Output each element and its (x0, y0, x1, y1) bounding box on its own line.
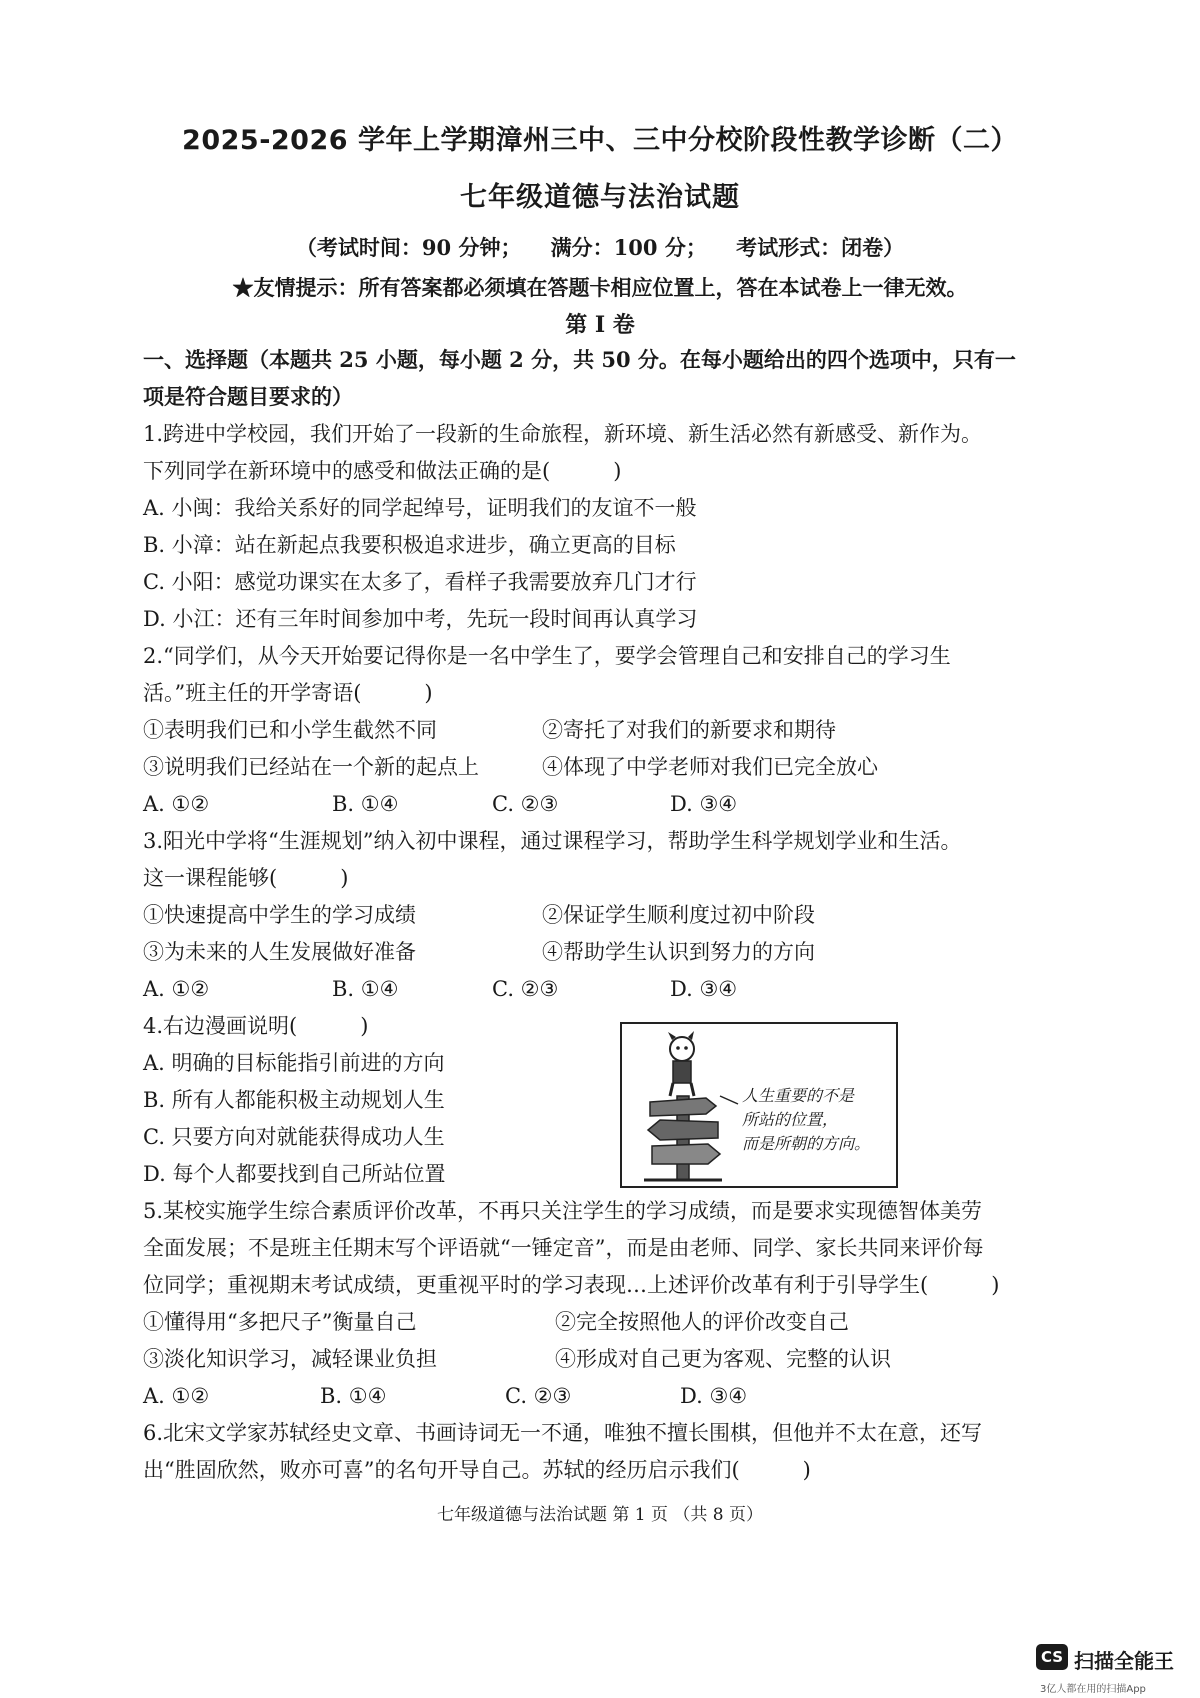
exam-subtitle: 七年级道德与法治试题 (460, 182, 740, 213)
q1-stem-line1: 1.跨进中学校园，我们开始了一段新的生命旅程，新环境、新生活必然有新感受、新作为。 (143, 422, 983, 446)
q4-option-d: D. 每个人都要找到自己所站位置 (143, 1162, 446, 1186)
q2-stem-line2: 活。”班主任的开学寄语( ) (143, 681, 433, 705)
q2-statement-4: ④体现了中学老师对我们已完全放心 (542, 755, 878, 779)
q1-option-c: C. 小阳：感觉功课实在太多了，看样子我需要放弃几门才行 (143, 570, 697, 594)
q3-statement-3: ③为未来的人生发展做好准备 (143, 940, 416, 964)
q1-option-b: B. 小漳：站在新起点我要积极追求进步，确立更高的目标 (143, 533, 676, 557)
q1-stem-line2: 下列同学在新环境中的感受和做法正确的是( ) (143, 459, 622, 483)
q3-option-d: D. ③④ (670, 977, 738, 1001)
q2-option-c: C. ②③ (492, 792, 559, 816)
q5-option-c: C. ②③ (505, 1384, 572, 1408)
q2-option-b: B. ①④ (332, 792, 399, 816)
q4-option-b: B. 所有人都能积极主动规划人生 (143, 1088, 445, 1112)
q2-statement-1: ①表明我们已和小学生截然不同 (143, 718, 437, 742)
section-heading-line1: 一、选择题（本题共 25 小题，每小题 2 分，共 50 分。在每小题给出的四个选项中，只有一 (143, 347, 1016, 372)
page-footer: 七年级道德与法治试题 第 1 页 （共 8 页） (436, 1505, 764, 1525)
camscanner-watermark-name: 扫描全能王 (1074, 1649, 1174, 1673)
q3-stem-line2: 这一课程能够( ) (143, 866, 349, 890)
exam-info: （考试时间：90 分钟； 满分：100 分； 考试形式：闭卷） (295, 235, 905, 260)
q5-stem-line2: 全面发展；不是班主任期末写个评语就“一锤定音”，而是由老师、同学、家长共同来评价每 (143, 1236, 984, 1260)
q4-option-c: C. 只要方向对就能获得成功人生 (143, 1125, 445, 1149)
q5-statement-3: ③淡化知识学习，减轻课业负担 (143, 1347, 437, 1371)
q2-statement-2: ②寄托了对我们的新要求和期待 (542, 718, 836, 742)
q6-stem-line1: 6.北宋文学家苏轼经史文章、书画诗词无一不通，唯独不擅长围棋，但他并不太在意，还写 (143, 1421, 983, 1445)
q5-option-a: A. ①② (143, 1384, 210, 1408)
q4-stem: 4.右边漫画说明( ) (143, 1014, 369, 1038)
cartoon-caption-line2: 所站的位置， (742, 1110, 839, 1129)
q5-stem-line3: 位同学；重视期末考试成绩，更重视平时的学习表现…上述评价改革有利于引导学生( ) (143, 1273, 1000, 1297)
cartoon-caption-line3: 而是所朝的方向。 (742, 1134, 871, 1153)
q3-option-b: B. ①④ (332, 977, 399, 1001)
q3-statement-2: ②保证学生顺利度过初中阶段 (542, 903, 815, 927)
q2-statement-3: ③说明我们已经站在一个新的起点上 (143, 755, 479, 779)
q2-stem-line1: 2.“同学们，从今天开始要记得你是一名中学生了，要学会管理自己和安排自己的学习生 (143, 644, 951, 668)
q2-option-d: D. ③④ (670, 792, 738, 816)
cartoon-figure (620, 1022, 898, 1188)
q5-stem-line1: 5.某校实施学生综合素质评价改革，不再只关注学生的学习成绩，而是要求实现德智体美劳 (143, 1199, 983, 1223)
volume-heading: 第 I 卷 (565, 312, 635, 338)
q3-option-c: C. ②③ (492, 977, 559, 1001)
q3-statement-1: ①快速提高中学生的学习成绩 (143, 903, 416, 927)
section-heading-line2: 项是符合题目要求的） (143, 384, 353, 409)
q5-option-d: D. ③④ (680, 1384, 748, 1408)
q5-statement-2: ②完全按照他人的评价改变自己 (555, 1310, 849, 1334)
exam-title: 2025-2026 学年上学期漳州三中、三中分校阶段性教学诊断（二） (182, 125, 1018, 156)
camscanner-watermark-tagline: 3亿人都在用的扫描App (1040, 1684, 1146, 1695)
q1-option-a: A. 小闽：我给关系好的同学起绰号，证明我们的友谊不一般 (143, 496, 697, 520)
camscanner-logo-icon: CS (1036, 1644, 1068, 1670)
q5-option-b: B. ①④ (320, 1384, 387, 1408)
q5-statement-1: ①懂得用“多把尺子”衡量自己 (143, 1310, 417, 1334)
q2-option-a: A. ①② (143, 792, 210, 816)
q6-stem-line2: 出“胜固欣然，败亦可喜”的名句开导自己。苏轼的经历启示我们( ) (143, 1458, 811, 1482)
q3-statement-4: ④帮助学生认识到努力的方向 (542, 940, 815, 964)
cartoon-caption-line1: 人生重要的不是 (742, 1086, 855, 1105)
q5-statement-4: ④形成对自己更为客观、完整的认识 (555, 1347, 891, 1371)
q3-option-a: A. ①② (143, 977, 210, 1001)
q4-option-a: A. 明确的目标能指引前进的方向 (143, 1051, 445, 1075)
q3-stem-line1: 3.阳光中学将“生涯规划”纳入初中课程，通过课程学习，帮助学生科学规划学业和生活。 (143, 829, 962, 853)
exam-notice: ★友情提示：所有答案都必须填在答题卡相应位置上，答在本试卷上一律无效。 (232, 275, 968, 300)
q1-option-d: D. 小江：还有三年时间参加中考，先玩一段时间再认真学习 (143, 607, 698, 631)
